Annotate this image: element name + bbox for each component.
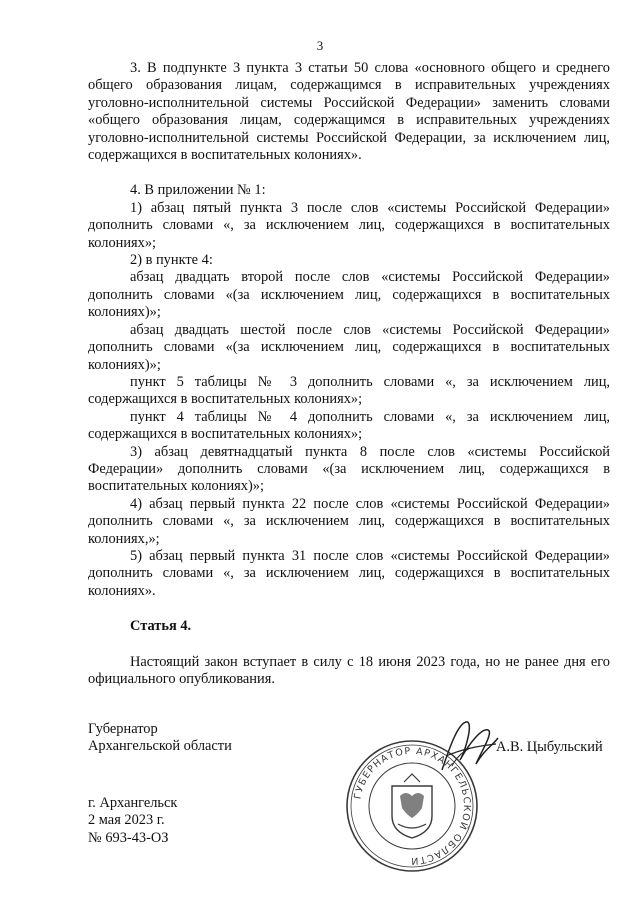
document-details bbox=[88, 795, 177, 847]
page-number: 3 bbox=[316, 38, 324, 53]
subitem-4: 4) абзац первый пункта 22 после слов «системы Российской Федерации» дополнить словами «, за исключением лиц, содержащихся в воспитательных колониях,»; bbox=[88, 495, 610, 547]
signatory-title bbox=[88, 721, 232, 756]
subitem-3: 3) абзац девятнадцатый пункта 8 после слов «системы Российской Федерации» дополнить словами «(за исключением лиц, содержащихся в воспитательных колониях)»; bbox=[88, 443, 610, 495]
seal-ring-text: ГУБЕРНАТОР АРХАНГЕЛЬСКОЙ ОБЛАСТИ bbox=[352, 745, 473, 867]
document-date: 2 мая 2023 г. bbox=[88, 812, 165, 829]
signatory-title-line1: Губернатор bbox=[88, 721, 158, 737]
document-body bbox=[88, 60, 610, 688]
subitem-1: 1) абзац пятый пункта 3 после слов «системы Российской Федерации» дополнить словами «, за исключением лиц, содержащихся в воспитательных колониях»; bbox=[88, 199, 610, 251]
subitem-2-table-4: пункт 4 таблицы № 4 дополнить словами «, за исключением лиц, содержащихся в воспитательных колониях»; bbox=[88, 408, 610, 443]
signatory-name: А.В. Цыбульский bbox=[496, 739, 603, 755]
subitem-2-table-3: пункт 5 таблицы № 3 дополнить словами «, за исключением лиц, содержащихся в воспитательных колониях»; bbox=[88, 373, 610, 408]
signatory-title-line2: Архангельской области bbox=[88, 738, 232, 755]
subitem-2-paragraph-26: абзац двадцать шестой после слов «системы Российской Федерации» дополнить словами «(за исключением лиц, содержащихся в воспитательных колониях)»; bbox=[88, 321, 610, 373]
document-city: г. Архангельск bbox=[88, 795, 178, 811]
article-heading: Статья 4. bbox=[130, 618, 192, 635]
paragraph-item-4: 4. В приложении № 1: bbox=[130, 182, 266, 199]
autograph-signature-icon bbox=[436, 716, 502, 778]
subitem-2: 2) в пункте 4: bbox=[130, 252, 213, 269]
article-text: Настоящий закон вступает в силу с 18 июня 2023 года, но не ранее дня его официального опубликования. bbox=[88, 653, 610, 687]
paragraph-item-3: 3. В подпункте 3 пункта 3 статьи 50 слова «основного общего и среднего общего образования лицам, содержащимся в исправительных учреждениях уголовно-исполнительной системы Российской Федерации» заменить словами «общего образования лицам, содержащимся в исправительных учреждениях уголовно-исполнительной системы Российской Федерации, за исключением лиц, содержащихся в воспитательных колониях». bbox=[88, 60, 610, 164]
subitem-5: 5) абзац первый пункта 31 после слов «системы Российской Федерации» дополнить словами «, за исключением лиц, содержащихся в воспитательных колониях». bbox=[88, 547, 610, 599]
subitem-2-paragraph-22: абзац двадцать второй после слов «системы Российской Федерации» дополнить словами «(за исключением лиц, содержащихся в воспитательных колониях)»; bbox=[88, 269, 610, 321]
document-number: № 693-43-ОЗ bbox=[88, 829, 169, 846]
